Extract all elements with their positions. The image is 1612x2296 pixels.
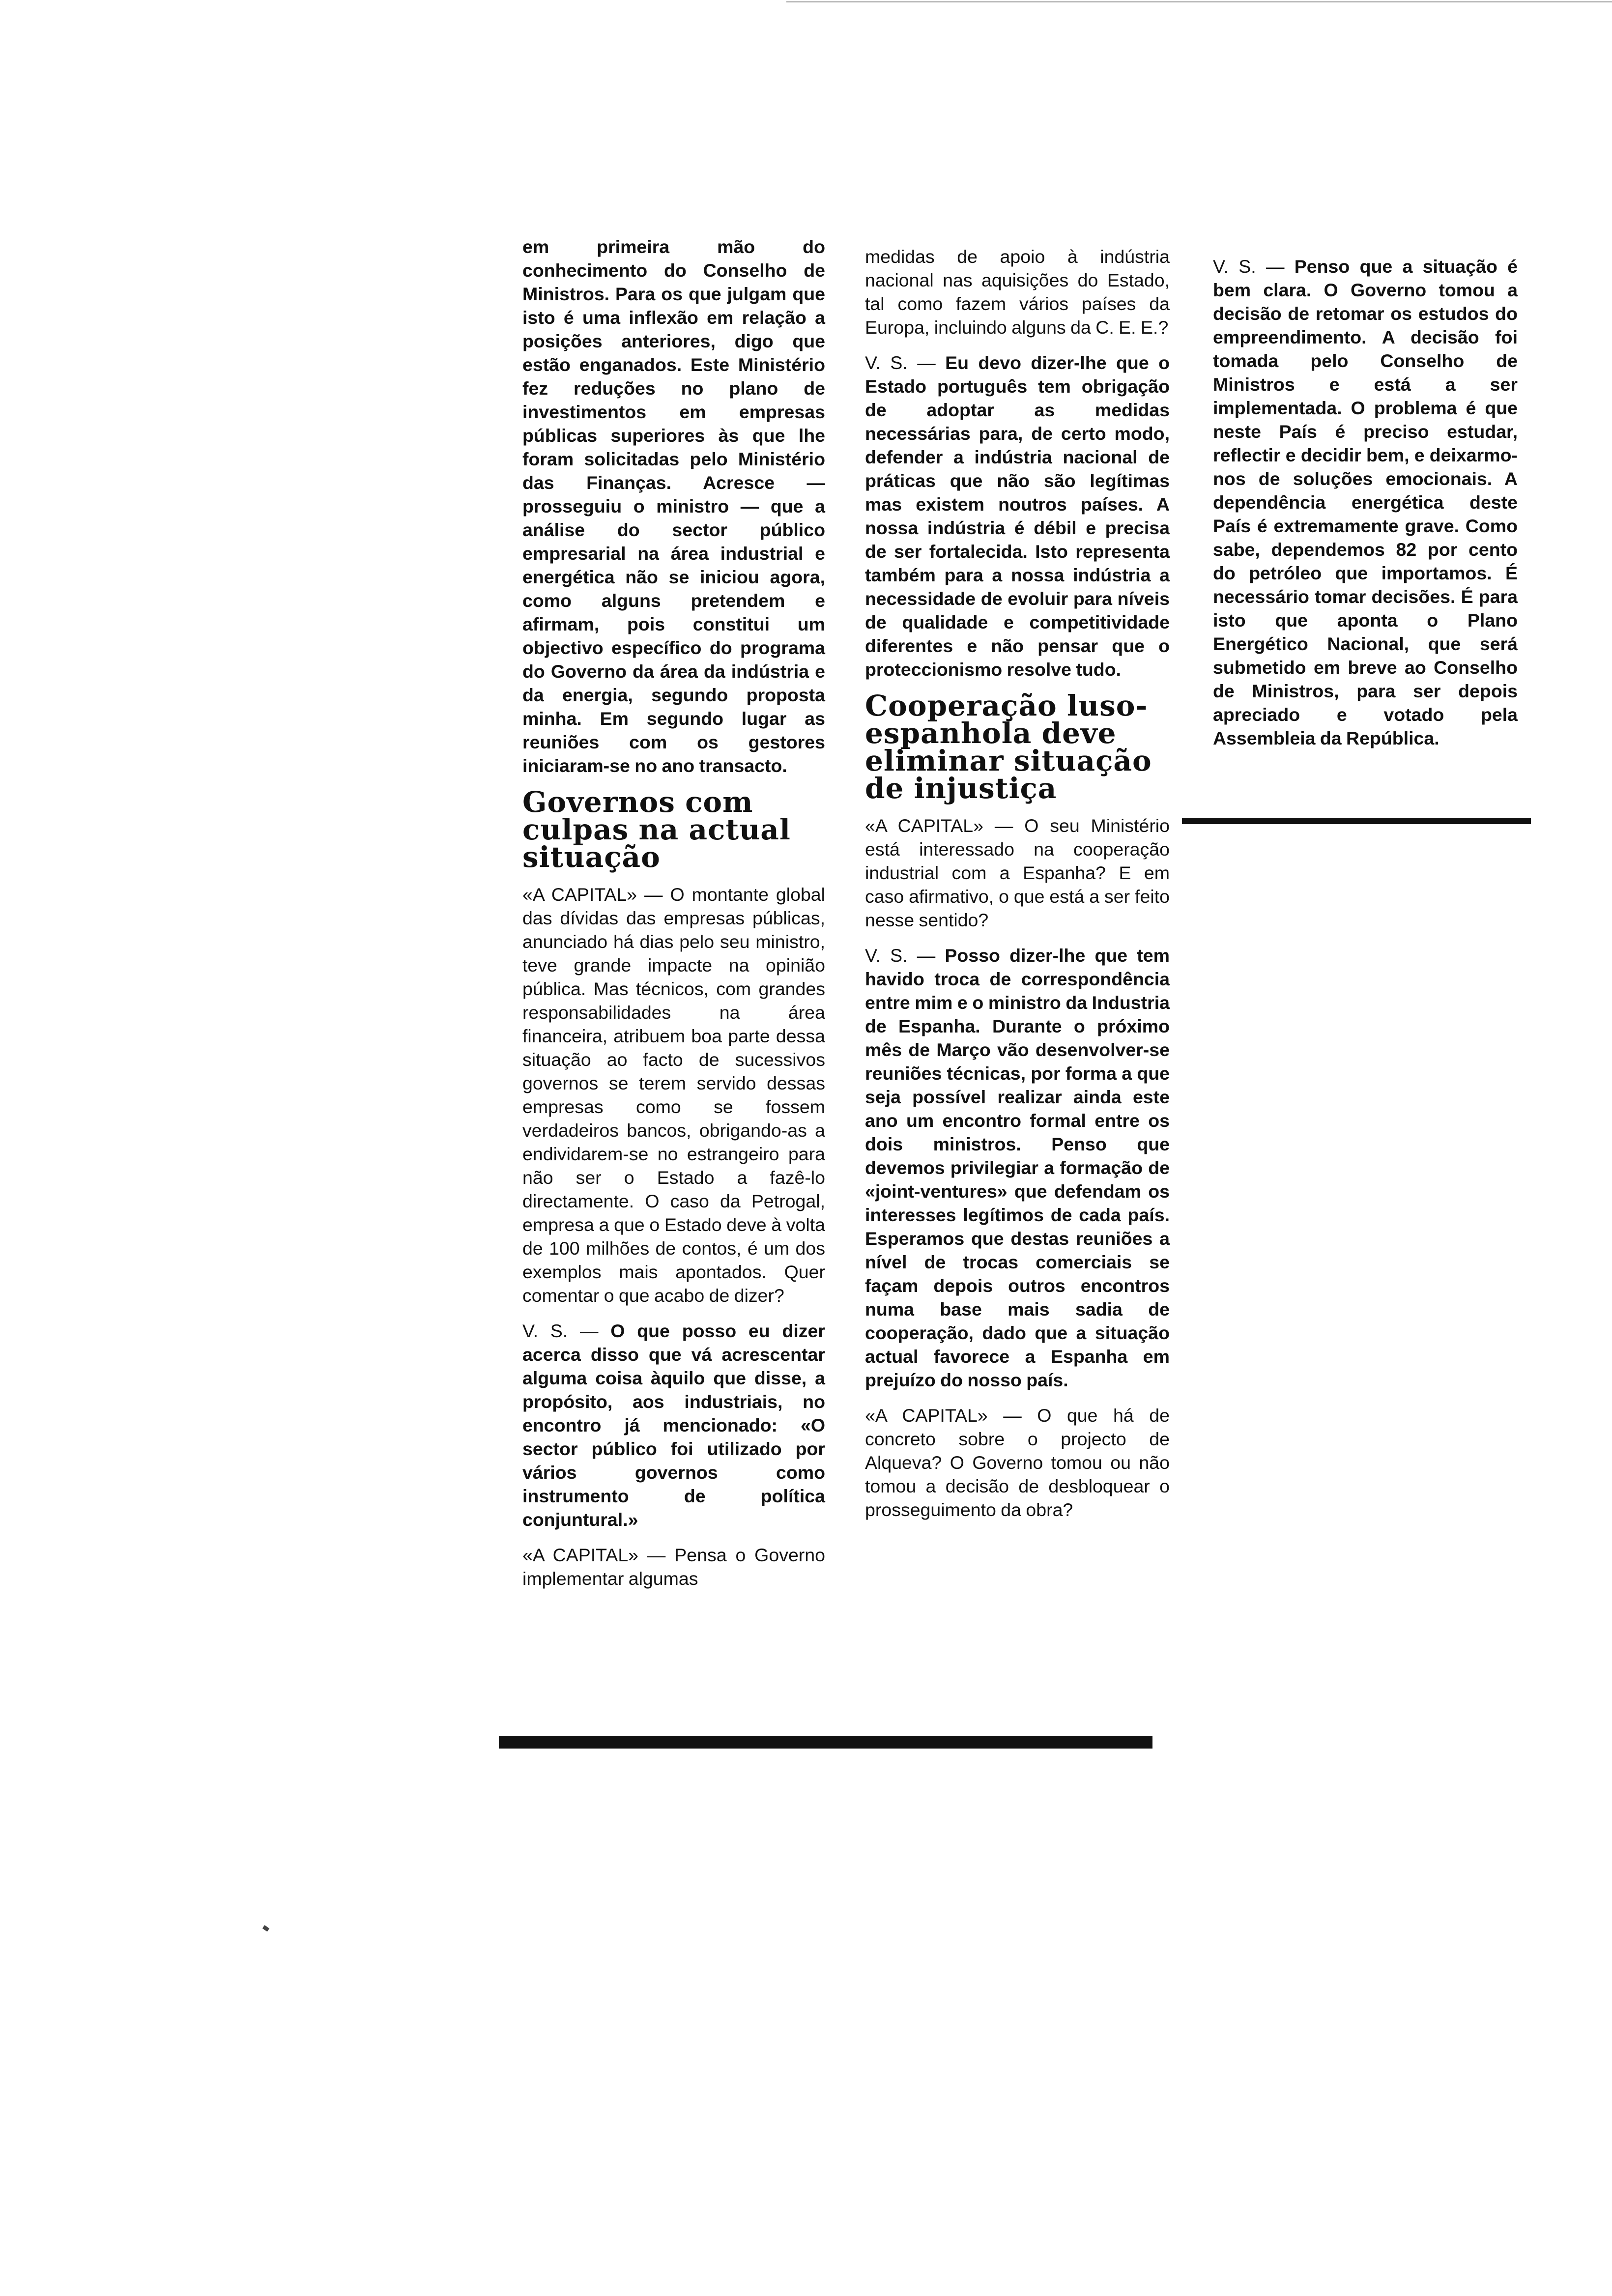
answer-text: O que posso eu dizer acerca disso que vá acrescentar alguma coisa àquilo que disse, a propósito, aos industriais, no encontro já mencionado: «O sector público foi utilizado por vários governos como instrumento de política conjuntural.» [522,1320,825,1530]
column-2-question-2: «A CAPITAL» — O que há de concreto sobre o projecto de Alqueva? O Governo tomou ou não tomou a decisão de desbloquear o prosseguimento da obra? [865,1405,1170,1520]
answer-text: Eu devo dizer-lhe que o Estado português tem obrigação de adoptar as medidas necessárias para, de certo modo, defender a indústria nacional de práticas que não são legítimas mas existem noutros países. A nossa indústria é débil e precisa de ser fortalecida. Isto representa também para a nossa indústria a necessidade de evoluir para níveis de qualidade e competitividade diferentes e não pensar que o proteccionismo resolve tudo. [865,352,1170,680]
answer-lead: V. S. — [522,1320,611,1341]
answer-lead: V. S. — [865,352,946,373]
answer-text: Penso que a situação é bem clara. O Governo tomou a decisão de retomar os estudos do empreendimento. A decisão foi tomada pelo Conselho de Ministros e está a ser implementada. O problema é que neste País é preciso estudar, reflectir e decidir bem, e deixarmo-nos de soluções emocionais. A dependência energética deste País é extremamente grave. Como sabe, dependemos 82 por cento do petróleo que importamos. É necessário tomar decisões. É para isto que aponta o Plano Energético Nacional, que será submetido em breve ao Conselho de Ministros, para ser depois apreciado e votado pela Assembleia da República. [1213,256,1518,748]
article-column-2 [865,245,1170,1521]
column-2-answer-1 [865,351,1170,681]
column-2-question-1: «A CAPITAL» — O seu Ministério está interessado na cooperação industrial com a Espanha? E em caso afirmativo, o que está a ser feito nesse sentido? [865,815,1170,930]
subheading-cooperacao: Cooperação luso-espanhola deve eliminar situação de injustiça [865,689,1152,805]
bottom-rule-column-3 [1182,818,1531,824]
column-2-question-continued: medidas de apoio à indústria nacional nas aquisições do Estado, tal como fazem vários países da Europa, incluindo alguns da C. E. E.? [865,246,1170,338]
column-1-answer-1 [522,1319,825,1531]
answer-lead: V. S. — [1213,256,1295,277]
scan-top-border [786,1,1612,2]
column-1-paragraph-1: em primeira mão do conhecimento do Conselho de Ministros. Para os que julgam que isto é uma inflexão em relação a posições anteriores, digo que estão enganados. Este Ministério fez reduções no plano de investimentos em empresas públicas superiores às que lhe foram solicitadas pelo Ministério das Finanças. Acresce — prosseguiu o ministro — que a análise do sector público empresarial na área industrial e energética não se iniciou agora, como alguns pretendem e afirmam, pois constitui um objectivo específico do programa do Governo da área da indústria e da energia, segundo proposta minha. Em segundo lugar as reuniões com os gestores iniciaram-se no ano transacto. [522,236,825,776]
scan-speck [262,1925,269,1931]
article-column-1 [522,235,825,1590]
column-1-question-2: «A CAPITAL» — Pensa o Governo implementar algumas [522,1545,825,1589]
subheading-governos: Governos com culpas na actual situação [522,785,791,874]
answer-lead: V. S. — [865,945,945,966]
column-1-question-1: «A CAPITAL» — O montante global das dívidas das empresas públicas, anunciado há dias pelo seu ministro, teve grande impacte na opinião pública. Mas técnicos, com grandes responsabilidades na área financeira, atribuem boa parte dessa situação ao facto de sucessivos governos se terem servido dessas empresas como se fossem verdadeiros bancos, obrigando-as a endividarem-se no estrangeiro para não ser o Estado a fazê-lo directamente. O caso da Petrogal, empresa a que o Estado deve à volta de 100 milhões de contos, é um dos exemplos mais apontados. Quer comentar o que acabo de dizer? [522,884,825,1306]
column-3-answer-1 [1213,255,1518,750]
bottom-rule-columns-1-2 [499,1736,1152,1749]
article-column-3 [1213,255,1518,750]
answer-text: Posso dizer-lhe que tem havido troca de correspondência entre mim e o ministro da Industria de Espanha. Durante o próximo mês de Março vão desenvolver-se reuniões técnicas, por forma a que seja possível realizar ainda este ano um encontro formal entre os dois ministros. Penso que devemos privilegiar a formação de «joint-ventures» que defendam os interesses legítimos de cada país. Esperamos que destas reuniões a nível de trocas comerciais se façam depois outros encontros numa base mais sadia de cooperação, dado que a situação actual favorece a Espanha em prejuízo do nosso país. [865,945,1170,1390]
column-2-answer-2 [865,944,1170,1392]
